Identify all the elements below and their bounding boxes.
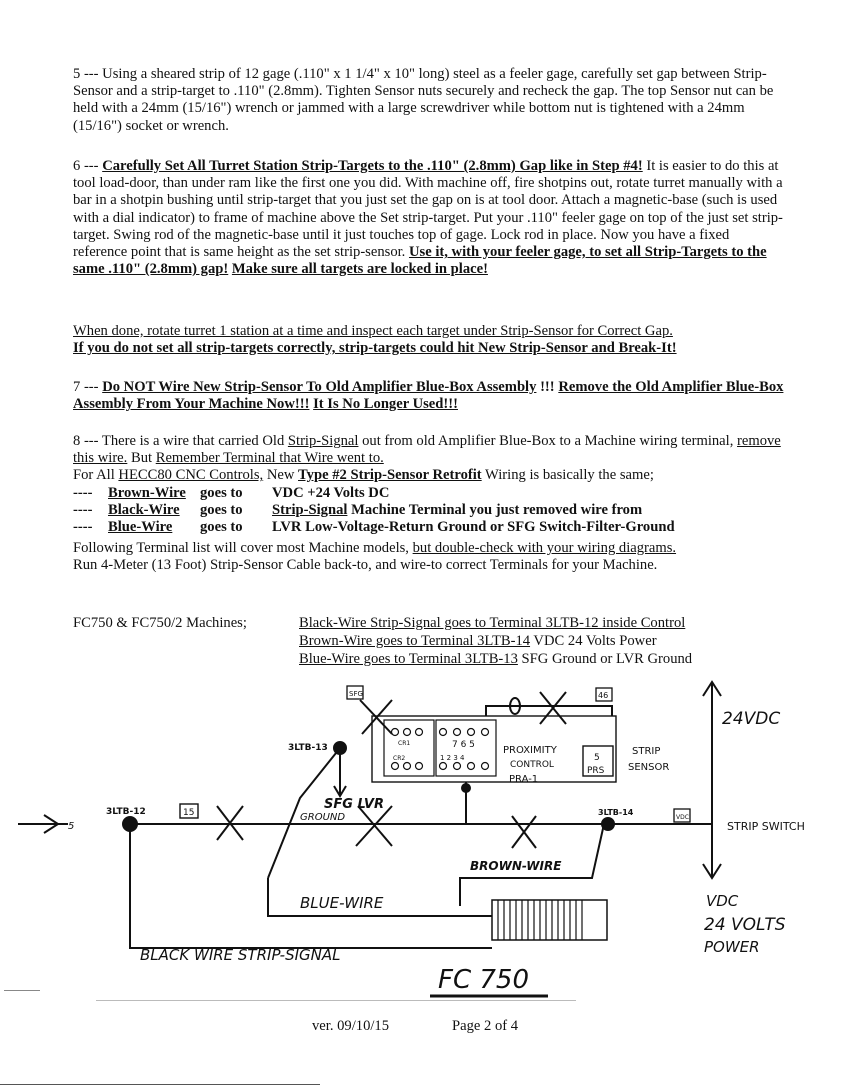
step-6-emphasis-1: Use it, with your feeler gage, to set all Strip-Targets to the same .110" (2.8mm) gap!: [73, 244, 767, 278]
machines-brown-rest: VDC 24 Volts Power: [530, 633, 657, 649]
machines-blue-line: [73, 650, 793, 668]
model-label: FC 750: [438, 965, 529, 995]
wire-dest-plain: VDC +24 Volts DC: [272, 484, 390, 501]
black-wire-path: [130, 824, 492, 948]
step-8-text-a: 8 --- There is a wire that carried Old: [73, 433, 288, 449]
pins-bottom-label: 1 2 3 4: [440, 754, 465, 762]
step-7-part-1: Do NOT Wire New Strip-Sensor To Old Amplifier Blue-Box Assembly: [102, 379, 537, 395]
box-vdc-label: VDC: [676, 814, 689, 821]
wire-name: Blue-Wire: [108, 519, 173, 536]
wire-dest-plain: Machine Terminal you just removed wire from: [347, 501, 643, 518]
wire-dash: ----: [73, 501, 93, 518]
wire-goes-to: goes to: [200, 519, 243, 536]
prs-number: 5: [594, 753, 600, 763]
proximity-control-box: [372, 716, 616, 782]
step-6-emphasis-2: Make sure all targets are locked in place!: [231, 261, 488, 278]
box-46-label: 46: [598, 691, 609, 700]
step-8-remove-wire: remove this wire.: [73, 433, 781, 467]
footer-version: ver. 09/10/15: [312, 1018, 390, 1034]
wire-dash: ----: [73, 519, 93, 536]
cut-mark: [356, 806, 392, 846]
step-7-paragraph: [73, 379, 785, 413]
label-ground: GROUND: [300, 812, 346, 823]
label-vdc: VDC: [706, 892, 739, 910]
wire-dash: ----: [73, 484, 93, 501]
step-6-prefix: 6 ---: [73, 158, 103, 174]
step-7-part-3: It Is No Longer Used!!!: [313, 396, 458, 413]
terminal-3ltb-14-label: 3LTB-14: [598, 808, 634, 817]
step-8-run: Run 4-Meter (13 Foot) Strip-Sensor Cable back-to, and wire-to correct Terminals for your Machine.: [73, 557, 658, 574]
sensor-cable: [492, 900, 607, 940]
input-arrow: [18, 815, 68, 833]
step-6-text: [73, 158, 785, 278]
step-5-paragraph: [73, 66, 785, 135]
step-8-intro: [73, 433, 785, 467]
cable-hatching: [498, 900, 582, 940]
step-8-retrofit-type: Type #2 Strip-Sensor Retrofit: [298, 467, 482, 484]
relay-tap-dot: [462, 784, 470, 792]
step-8-double-check: but double-check with your wiring diagrams.: [412, 540, 677, 557]
left-dash: [4, 990, 40, 991]
label-brown-wire: BROWN-WIRE: [470, 859, 562, 873]
step-7-part-2: Remove the Old Amplifier Blue-Box Assembly From Your Machine Now!!!: [73, 379, 784, 413]
wire-goes-to: goes to: [200, 501, 243, 518]
label-24-volts: 24 VOLTS: [704, 915, 786, 935]
wire-row-black: [73, 502, 675, 519]
sfg-box-label: SFG: [349, 690, 363, 698]
step-8-text-f: Wiring is basically the same;: [481, 467, 654, 484]
terminal-3ltb-12-label: 3LTB-12: [106, 807, 146, 817]
wire-destination: [272, 485, 675, 502]
cr2-label: CR2: [393, 755, 406, 762]
step-8-remember-terminal: Remember Terminal that Wire went to.: [155, 450, 384, 467]
cut-mark: [360, 700, 392, 734]
wire-dest-plain: LVR Low-Voltage-Return Ground or SFG Switch-Filter-Ground: [272, 519, 675, 536]
cut-mark: [540, 692, 566, 724]
machines-block: [73, 614, 793, 668]
step-6-followup: [73, 323, 785, 357]
footer-rule: [96, 1000, 576, 1001]
step-6-paragraph: [73, 158, 785, 278]
wire-name: Brown-Wire: [108, 484, 186, 501]
step-6-warning: If you do not set all strip-targets correctly, strip-targets could hit New Strip-Sensor and Break-It!: [73, 340, 677, 357]
step-7-prefix: 7 ---: [73, 379, 103, 395]
step-5-text: 5 --- Using a sheared strip of 12 gage (.110" x 1 1/4" x 10" long) steel as a feeler gage, carefully set gap between Strip-Sensor and a strip-target to .110" (2.8mm). Tighten Sensor nuts securely and recheck the gap. The top Sensor nut can be held with a 24mm (15/16") wrench or jammed with a large screwdriver while bottom nut is tightened with a 24mm (15/16") socket or wrench.: [73, 66, 774, 134]
step-8-text-e: New: [263, 467, 299, 484]
label-power: POWER: [704, 938, 760, 956]
step-8-text-b: out from old Amplifier Blue-Box to a Machine wiring terminal,: [358, 433, 738, 449]
label-strip-switch: STRIP SWITCH: [727, 820, 805, 833]
step-8-controls-line: [73, 467, 785, 484]
pra-label: PRA-1: [509, 774, 539, 785]
sensor-label: SENSOR: [628, 762, 670, 773]
wire-row-blue: [73, 519, 675, 536]
step-8-following: [73, 540, 785, 557]
label-black-wire: BLACK WIRE STRIP-SIGNAL: [140, 946, 341, 964]
step-8-text-c: But: [127, 450, 156, 467]
cut-mark: [512, 816, 536, 848]
input-label: 5: [68, 821, 75, 832]
wire-destination: [272, 519, 675, 536]
label-blue-wire: BLUE-WIRE: [300, 894, 384, 912]
cr1-label: CR1: [398, 740, 411, 747]
machines-brown-line: [73, 632, 793, 650]
step-8-following-text: Following Terminal list will cover most Machine models,: [73, 540, 413, 557]
terminal-3ltb-14: [602, 818, 614, 830]
terminal-3ltb-13-label: 3LTB-13: [288, 743, 328, 753]
label-24vdc: 24VDC: [722, 709, 781, 729]
strip-label: STRIP: [632, 746, 661, 757]
proximity-label: PROXIMITY: [503, 745, 557, 756]
step-6-heading: Carefully Set All Turret Station Strip-Targets to the .110" (2.8mm) Gap like in Step #4!: [102, 158, 643, 174]
wire-name: Black-Wire: [108, 501, 180, 518]
step-8-paragraph: [73, 433, 785, 575]
wire-goes-to: goes to: [200, 484, 243, 501]
wire-row-brown: [73, 485, 675, 502]
machines-black-wire: Black-Wire Strip-Signal goes to Terminal 3LTB-12 inside Control: [299, 615, 686, 631]
step-8-controls: HECC80 CNC Controls,: [118, 467, 264, 484]
footer-page-number: Page 2 of 4: [452, 1018, 519, 1034]
step-6-done-text: When done, rotate turret 1 station at a time and inspect each target under Strip-Sensor for Correct Gap.: [73, 323, 673, 339]
machines-blue-wire: Blue-Wire goes to Terminal 3LTB-13: [299, 651, 518, 667]
step-8-strip-signal: Strip-Signal: [287, 433, 359, 449]
machines-blue-rest: SFG Ground or LVR Ground: [517, 651, 693, 667]
step-8-text-d: For All: [73, 467, 119, 484]
wire-destination: [272, 502, 675, 519]
step-6-body: It is easier to do this at tool load-door, than under ram like the first one you did. With machine off, fire shotpins out, rotate turret manually with a bar in a shotpin bushing until strip-target that you just set the gap on is at tool door. Attach a magnetic-base (such is used with a dial indicator) to frame of machine above the Set strip-target. Put your .110" feeler gage on top of the just set strip-target. Swing rod of the magnetic-base until it just touches top of gage. Lock rod in place. Now you have a fixed reference point that is same height as the set strip-sensor.: [73, 158, 783, 261]
control-label: CONTROL: [510, 760, 554, 770]
box-15-label: 15: [183, 808, 195, 818]
machines-brown-wire: Brown-Wire goes to Terminal 3LTB-14: [299, 633, 531, 649]
step-7-text: [73, 379, 785, 413]
label-sfg-lvr: SFG LVR: [324, 797, 385, 812]
pins-top-label: 7 6 5: [452, 740, 475, 750]
machines-label: FC750 & FC750/2 Machines;: [73, 615, 247, 631]
step-7-bang: !!!: [536, 379, 559, 395]
wire-table: [73, 485, 675, 537]
terminal-3ltb-13: [334, 742, 346, 754]
wiring-diagram: [0, 678, 855, 998]
bottom-rule: [0, 1084, 320, 1085]
wire-dest-underlined: Strip-Signal: [272, 501, 348, 518]
prs-label: PRS: [587, 766, 605, 776]
